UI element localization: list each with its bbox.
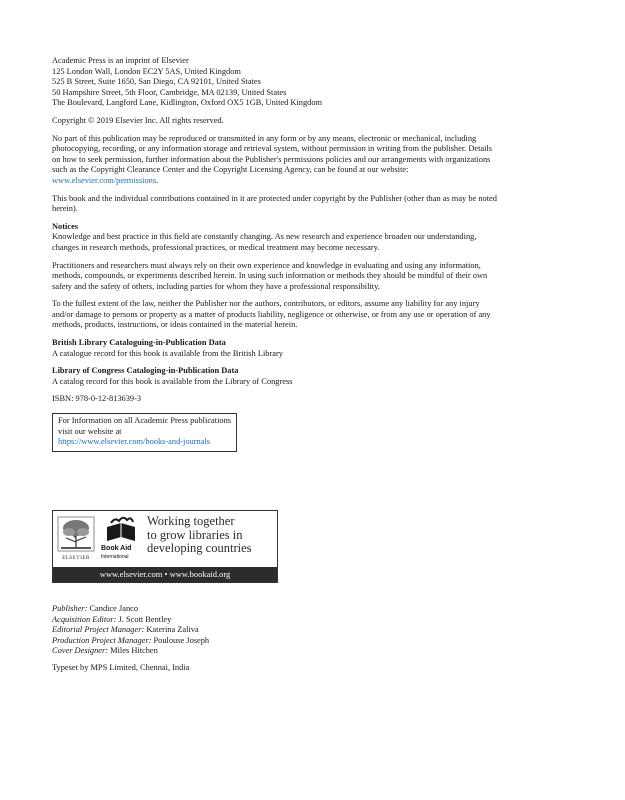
isbn: ISBN: 978-0-12-813639-3 — [52, 394, 142, 404]
credit-name: Poulouse Joseph — [153, 635, 210, 645]
tagline-line: developing countries — [147, 541, 252, 555]
elsevier-tree-logo-icon — [57, 516, 95, 564]
credit-row — [52, 604, 499, 615]
protected-paragraph: This book and the individual contributions contained in it are protected under copyright by the Publisher (other than as may be noted herein). — [52, 193, 497, 214]
credit-role: Publisher: — [52, 604, 88, 613]
publisher-line: Academic Press is an imprint of Elsevier — [52, 56, 189, 65]
notices-paragraph-2: Practitioners and researchers must always rely on their own experience and knowledge in evaluating and using any information, methods, compounds, or experiments described herein. In using such information or methods they should be mindful of their own safety and the safety of others, including parties for whom they have a professional responsibility. — [52, 260, 488, 291]
info-box-prefix: visit our website at — [58, 426, 122, 436]
credit-role: Cover Designer: — [52, 646, 109, 656]
permissions-link[interactable]: www.elsevier.com/permissions — [52, 175, 157, 185]
publisher-address-block — [52, 56, 499, 109]
permissions-paragraph: No part of this publication may be reproduced or transmitted in any form or by any means, electronic or mechanical, including photocopying, recording, or any information storage and retrieval system, without permission in writing from the publisher. Details on how to seek permission, further information about the Publisher's permissions policies and our arrangements with organizations such as the Copyright Clearance Center and the Copyright Licensing Agency, can be found at our website: www.elsevier.com/permissions. — [52, 133, 493, 185]
address-line: 125 London Wall, London EC2Y 5AS, United Kingdom — [52, 66, 241, 76]
credit-role: Production Project Manager: — [52, 635, 152, 645]
banner-tagline — [147, 515, 277, 556]
address-line: 50 Hampshire Street, 5th Floor, Cambridge, MA 02139, United States — [52, 87, 287, 97]
credit-name: Miles Hitchen — [110, 646, 158, 656]
tagline-line: Working together — [147, 514, 235, 528]
address-line: The Boulevard, Langford Lane, Kidlington, Oxford OX5 1GB, United Kingdom — [52, 98, 323, 108]
credits-block — [52, 604, 499, 674]
notices-heading: Notices — [52, 221, 79, 231]
library-of-congress-heading: Library of Congress Cataloging-in-Publication Data — [52, 366, 239, 376]
credit-role: Acquisition Editor: — [52, 614, 117, 624]
elsevier-label: ELSEVIER — [62, 556, 90, 561]
credit-row — [52, 646, 499, 657]
credit-row — [52, 636, 499, 647]
copyright-page — [52, 56, 499, 462]
british-library-text: A catalogue record for this book is available from the British Library — [52, 348, 283, 358]
typeset-line: Typeset by MPS Limited, Chennai, India — [52, 662, 190, 672]
credit-row — [52, 625, 499, 636]
credit-role: Editorial Project Manager: — [52, 625, 145, 635]
info-box — [52, 413, 237, 452]
banner-top — [53, 511, 277, 568]
book-aid-name: Book Aid — [101, 545, 132, 552]
tagline-line: to grow libraries in — [147, 527, 243, 542]
credit-name: J. Scott Bentley — [118, 614, 172, 624]
permissions-text: No part of this publication may be reproduced or transmitted in any form or by any means, electronic or mechanical, including photocopying, recording, or any information storage and retrieval system, without permission in writing from the publisher. Details on how to seek permission, further information about the Publisher's permissions policies and our arrangements with organizations such as the Copyright Clearance Center and the Copyright Licensing Agency, can be found at our website: — [52, 133, 493, 175]
book-aid-subtitle: International — [101, 554, 129, 560]
info-box-line-2 — [58, 427, 231, 448]
copyright-line: Copyright © 2019 Elsevier Inc. All rights reserved. — [52, 115, 224, 125]
address-line: 525 B Street, Suite 1650, San Diego, CA 92101, United States — [52, 77, 261, 87]
books-journals-link[interactable]: https://www.elsevier.com/books-and-journals — [58, 437, 211, 447]
credit-row — [52, 615, 499, 626]
info-box-line-1: For Information on all Academic Press publications — [58, 416, 232, 426]
banner-footer[interactable]: www.elsevier.com • www.bookaid.org — [53, 567, 277, 582]
credit-name: Candice Janco — [89, 604, 139, 613]
library-of-congress-text: A catalog record for this book is available from the Library of Congress — [52, 376, 293, 386]
notices-paragraph-3: To the fullest extent of the law, neither the Publisher nor the authors, contributors, or editors, assume any liability for any injury and/or damage to persons or property as a matter of products liability, negligence or otherwise, or from any use or operation of any methods, products, instructions, or ideas contained in the material herein. — [52, 299, 491, 330]
book-aid-banner — [52, 510, 278, 583]
credit-name: Katerina Zaliva — [146, 625, 199, 635]
notices-paragraph-1: Knowledge and best practice in this field are constantly changing. As new research and experience broaden our understanding, changes in research methods, professional practices, or medical treatment may become necessary. — [52, 232, 477, 252]
british-library-heading: British Library Cataloguing-in-Publication Data — [52, 338, 226, 348]
